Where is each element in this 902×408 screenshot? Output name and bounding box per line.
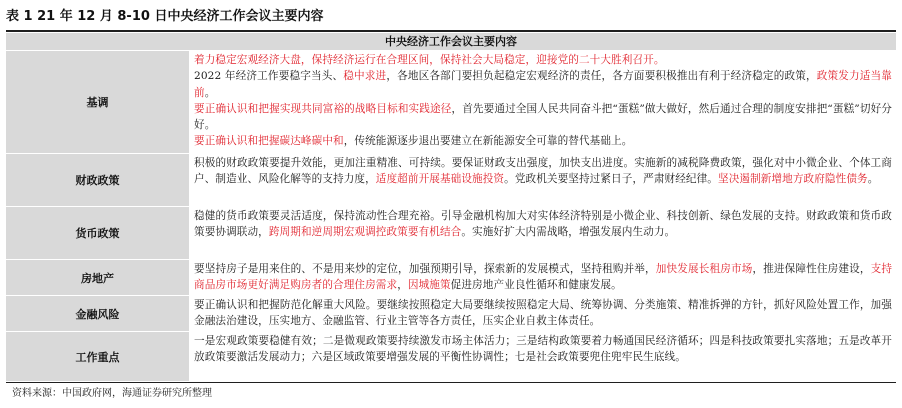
body-text: 积极的财政政策要提升效能，更加注重精准、可持续。要保证财政支出强度，加快支出进度。实施新的减税降费政策，强化对中小微企业、个体工商户、制造业、风险化解等的支持力度， (194, 157, 892, 186)
highlighted-text: 要正确认识和把握碳达峰碳中和 (194, 135, 344, 148)
highlighted-text: 因城施策 (407, 279, 451, 292)
row-label-monetary-policy: 货币政策 (6, 207, 189, 259)
row-monetary-policy (6, 207, 896, 260)
body-text: 一是宏观政策要稳健有效；二是微观政策要持续激发市场主体活力；三是结构政策要着力畅通国民经济循环；四是科技政策要扎实落地；五是改革开放政策要激活发展动力；六是区域政策要增强发展的平衡性协调性；七是社会政策要兜住兜牢民生底线。 (194, 335, 892, 364)
row-label-work-priorities: 工作重点 (6, 332, 189, 381)
row-work-priorities (6, 332, 896, 382)
body-text: ， (397, 279, 408, 292)
body-text: ，传统能源逐步退出要建立在新能源安全可靠的替代基础上。 (343, 135, 633, 148)
highlighted-text: 要正确认识和把握实现共同富裕的战略目标和实践途径 (194, 102, 452, 115)
source-note: 资料来源：中国政府网，海通证券研究所整理 (12, 388, 212, 399)
table-header: 中央经济工作会议主要内容 (6, 33, 896, 50)
row-fiscal-policy (6, 154, 896, 207)
row-content-real-estate (194, 261, 892, 294)
highlighted-text: 适度超前开展基础设施投资 (375, 173, 505, 186)
row-content-fiscal-policy (194, 155, 892, 188)
body-text: 要正确认识和把握防范化解重大风险。要继续按照稳定大局要继续按照稳定大局、统筹协调、分类施策、精准拆弹的方针，抓好风险处置工作，加强金融法治建设，压实地方、金融监管、行业主管等各方责任，压实企业自救主体责任。 (194, 299, 892, 328)
row-content-monetary-policy (194, 208, 892, 241)
body-text: 要坚持房子是用来住的、不是用来炒的定位，加强预期引导，探索新的发展模式，坚持租购并举， (194, 263, 656, 275)
row-content-work-priorities (194, 333, 892, 366)
row-content-tone (194, 52, 892, 150)
body-text: 。实施好扩大内需战略，增强发展内生动力。 (461, 226, 676, 239)
body-text: 。 (867, 173, 879, 186)
highlighted-text: 支持商品房市场更好满足购房者的合理住房需求 (194, 263, 893, 292)
row-label-tone: 基调 (6, 51, 189, 153)
bottom-rule (6, 382, 896, 383)
top-rule (6, 30, 896, 32)
row-tone (6, 51, 896, 154)
row-label-real-estate: 房地产 (6, 260, 189, 295)
body-text: 。 (204, 86, 216, 99)
body-text: 稳健的货币政策要灵活适度，保持流动性合理充裕。引导金融机构加大对实体经济特别是小微企业、科技创新、绿色发展的支持。财政政策和货币政策要协调联动， (194, 210, 892, 239)
highlighted-text: 政策发力适当靠前 (194, 70, 892, 99)
highlighted-text: 着力稳定宏观经济大盘，保持经济运行在合理区间，保持社会大局稳定，迎接党的二十大胜利召开。 (194, 54, 665, 66)
row-content-financial-risk (194, 297, 892, 330)
body-text: ，首先要通过全国人民共同奋斗把“蛋糕”做大做好，然后通过合理的制度安排把“蛋糕”切好分好。 (194, 102, 892, 132)
highlighted-text: 坚决遏制新增地方政府隐性债务 (718, 173, 868, 186)
body-text: ，各地区各部门要担负起稳定宏观经济的责任，各方面要积极推出有利于经济稳定的政策， (386, 70, 817, 83)
row-real-estate (6, 260, 896, 296)
row-financial-risk (6, 296, 896, 332)
body-text: 。党政机关要坚持过紧日子，严肃财经纪律。 (504, 173, 718, 186)
highlighted-text: 稳中求进 (343, 70, 387, 83)
body-text: 促进房地产业良性循环和健康发展。 (450, 279, 622, 292)
highlighted-text: 加快发展长租房市场 (655, 263, 753, 275)
table-caption: 表 1 21 年 12 月 8-10 日中央经济工作会议主要内容 (6, 9, 324, 24)
row-label-financial-risk: 金融风险 (6, 296, 189, 331)
row-label-fiscal-policy: 财政政策 (6, 154, 189, 206)
body-text: 2022 年经济工作要稳字当头、 (194, 70, 344, 83)
body-text: ，推进保障性住房建设， (752, 263, 871, 275)
highlighted-text: 跨周期和逆周期宏观调控政策要有机结合 (268, 226, 462, 239)
